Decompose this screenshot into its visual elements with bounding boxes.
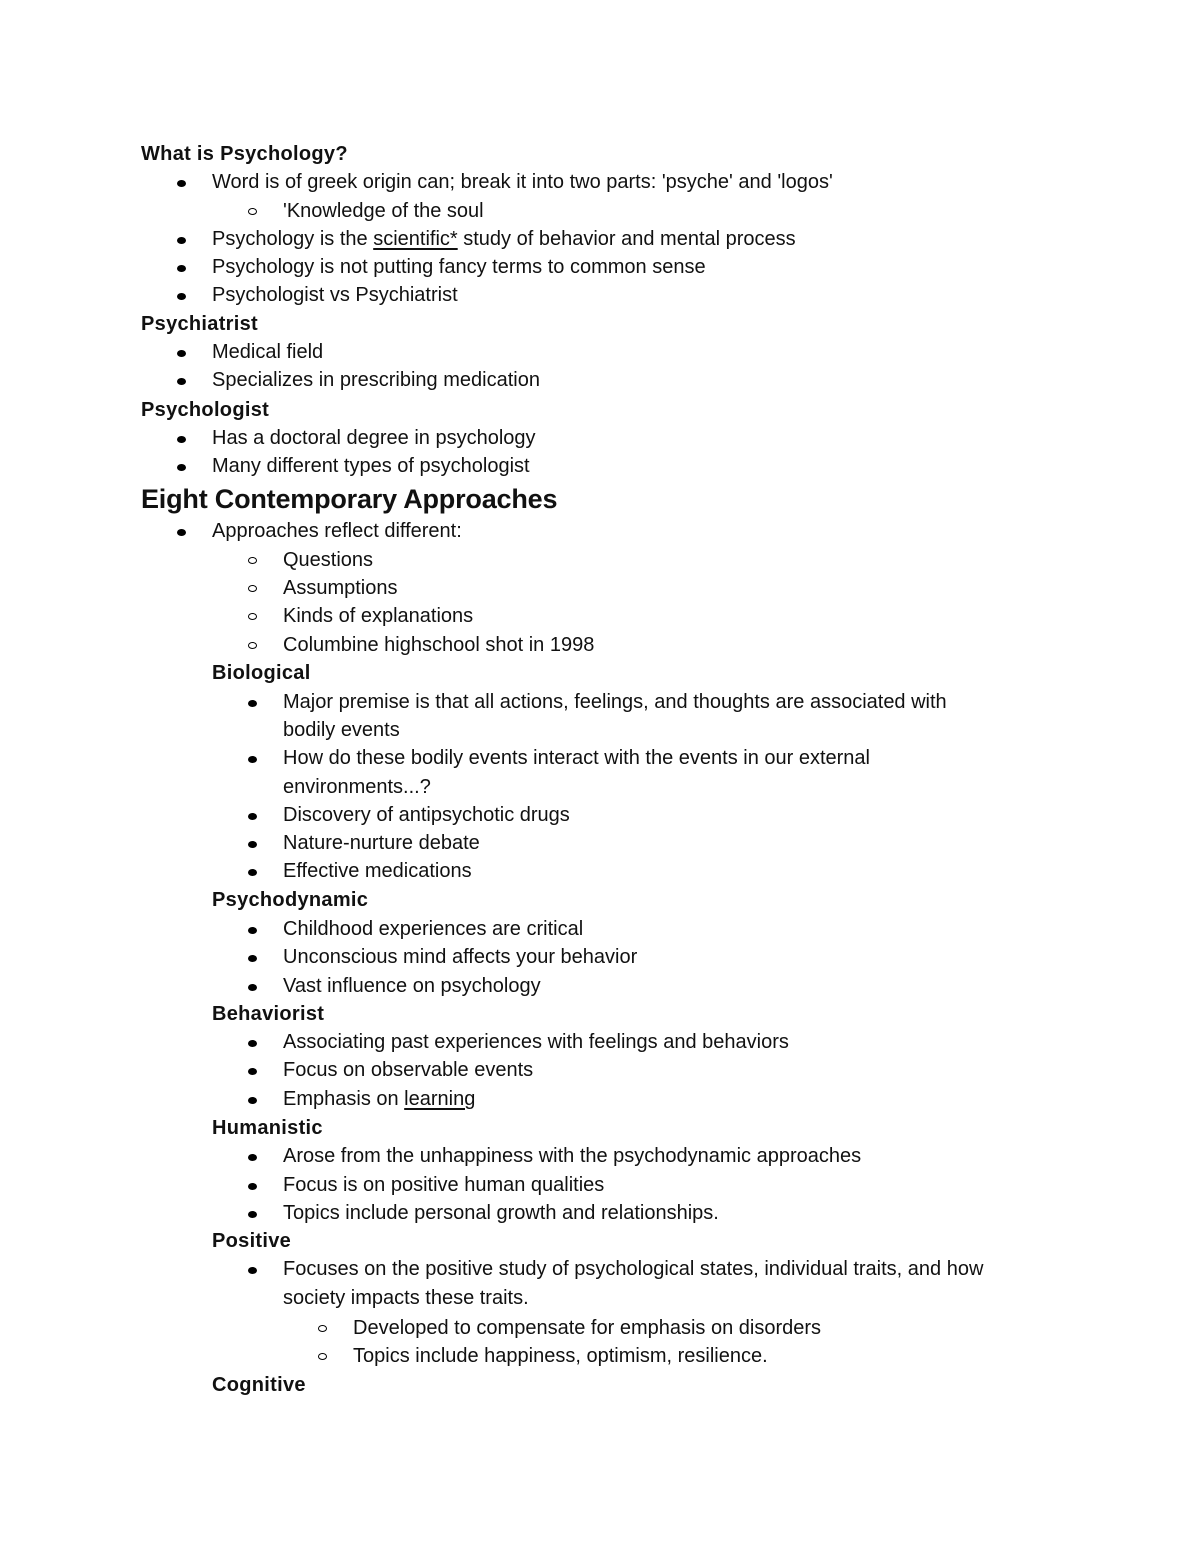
list-item: Approaches reflect different:	[212, 520, 462, 542]
heading-psychodynamic: Psychodynamic	[212, 889, 369, 911]
list-item: Topics include personal growth and relationships.	[283, 1202, 719, 1224]
list-item: Psychology is not putting fancy terms to common sense	[212, 256, 706, 278]
bullet-icon	[248, 841, 257, 848]
list-item: Topics include happiness, optimism, resilience.	[353, 1345, 768, 1367]
bullet-icon	[248, 1040, 257, 1047]
bullet-icon	[248, 700, 257, 707]
text-fragment: Psychology is the	[212, 228, 374, 250]
heading-humanistic: Humanistic	[212, 1117, 323, 1139]
bullet-icon	[248, 1068, 257, 1075]
list-item: 'Knowledge of the soul	[283, 200, 484, 222]
bullet-icon	[177, 237, 186, 244]
text-fragment: Emphasis on	[283, 1088, 405, 1110]
list-item-continuation: environments...?	[283, 776, 431, 798]
sub-bullet-icon	[248, 208, 257, 215]
bullet-icon	[177, 293, 186, 300]
list-item: Effective medications	[283, 860, 472, 882]
list-item: Many different types of psychologist	[212, 455, 530, 477]
list-item: Specializes in prescribing medication	[212, 369, 540, 391]
bullet-icon	[177, 464, 186, 471]
sub-bullet-icon	[248, 585, 257, 592]
heading-eight-approaches: Eight Contemporary Approaches	[141, 484, 558, 514]
heading-behaviorist: Behaviorist	[212, 1003, 325, 1025]
list-item-continuation: society impacts these traits.	[283, 1287, 529, 1309]
bullet-icon	[248, 1154, 257, 1161]
list-item: Kinds of explanations	[283, 605, 474, 627]
list-item: Focus is on positive human qualities	[283, 1174, 605, 1196]
list-item: Word is of greek origin can; break it into two parts: 'psyche' and 'logos'	[212, 171, 833, 193]
list-item	[283, 1085, 475, 1113]
list-item: Discovery of antipsychotic drugs	[283, 804, 570, 826]
bullet-icon	[248, 1211, 257, 1218]
list-item: Assumptions	[283, 577, 398, 599]
bullet-icon	[248, 1267, 257, 1274]
heading-biological: Biological	[212, 662, 311, 684]
sub-bullet-icon	[248, 642, 257, 649]
list-item: How do these bodily events interact with the events in our external	[283, 747, 870, 769]
bullet-icon	[248, 1183, 257, 1190]
list-item: Associating past experiences with feelings and behaviors	[283, 1031, 789, 1053]
list-item: Developed to compensate for emphasis on disorders	[353, 1317, 822, 1339]
list-item: Has a doctoral degree in psychology	[212, 427, 536, 449]
list-item: Medical field	[212, 341, 324, 363]
list-item: Psychologist vs Psychiatrist	[212, 284, 458, 306]
heading-psychiatrist: Psychiatrist	[141, 313, 258, 335]
bullet-icon	[248, 927, 257, 934]
list-item: Focuses on the positive study of psychological states, individual traits, and how	[283, 1258, 984, 1280]
list-item: Major premise is that all actions, feelings, and thoughts are associated with	[283, 691, 947, 713]
heading-what-is-psychology: What is Psychology?	[141, 143, 348, 165]
bullet-icon	[177, 265, 186, 272]
list-item: Nature-nurture debate	[283, 832, 480, 854]
bullet-icon	[177, 378, 186, 385]
list-item: Columbine highschool shot in 1998	[283, 634, 595, 656]
sub-bullet-icon	[248, 557, 257, 564]
underlined-term-scientific: scientific*	[373, 228, 458, 250]
bullet-icon	[177, 180, 186, 187]
underlined-term-learning: learning	[404, 1088, 476, 1110]
bullet-icon	[248, 813, 257, 820]
bullet-icon	[177, 529, 186, 536]
list-item: Vast influence on psychology	[283, 975, 541, 997]
bullet-icon	[248, 869, 257, 876]
list-item: Questions	[283, 549, 374, 571]
bullet-icon	[177, 350, 186, 357]
sub-bullet-icon	[248, 613, 257, 620]
list-item: Childhood experiences are critical	[283, 918, 584, 940]
sub-bullet-icon	[318, 1353, 327, 1360]
bullet-icon	[248, 1097, 257, 1104]
heading-cognitive: Cognitive	[212, 1374, 306, 1396]
text-fragment: study of behavior and mental process	[457, 228, 796, 250]
list-item-continuation: bodily events	[283, 719, 400, 741]
bullet-icon	[248, 955, 257, 962]
list-item: Unconscious mind affects your behavior	[283, 946, 638, 968]
list-item	[212, 225, 796, 253]
bullet-icon	[248, 756, 257, 763]
heading-psychologist: Psychologist	[141, 399, 270, 421]
heading-positive: Positive	[212, 1230, 292, 1252]
list-item: Focus on observable events	[283, 1059, 534, 1081]
bullet-icon	[177, 436, 186, 443]
sub-bullet-icon	[318, 1325, 327, 1332]
bullet-icon	[248, 984, 257, 991]
list-item: Arose from the unhappiness with the psychodynamic approaches	[283, 1145, 862, 1167]
